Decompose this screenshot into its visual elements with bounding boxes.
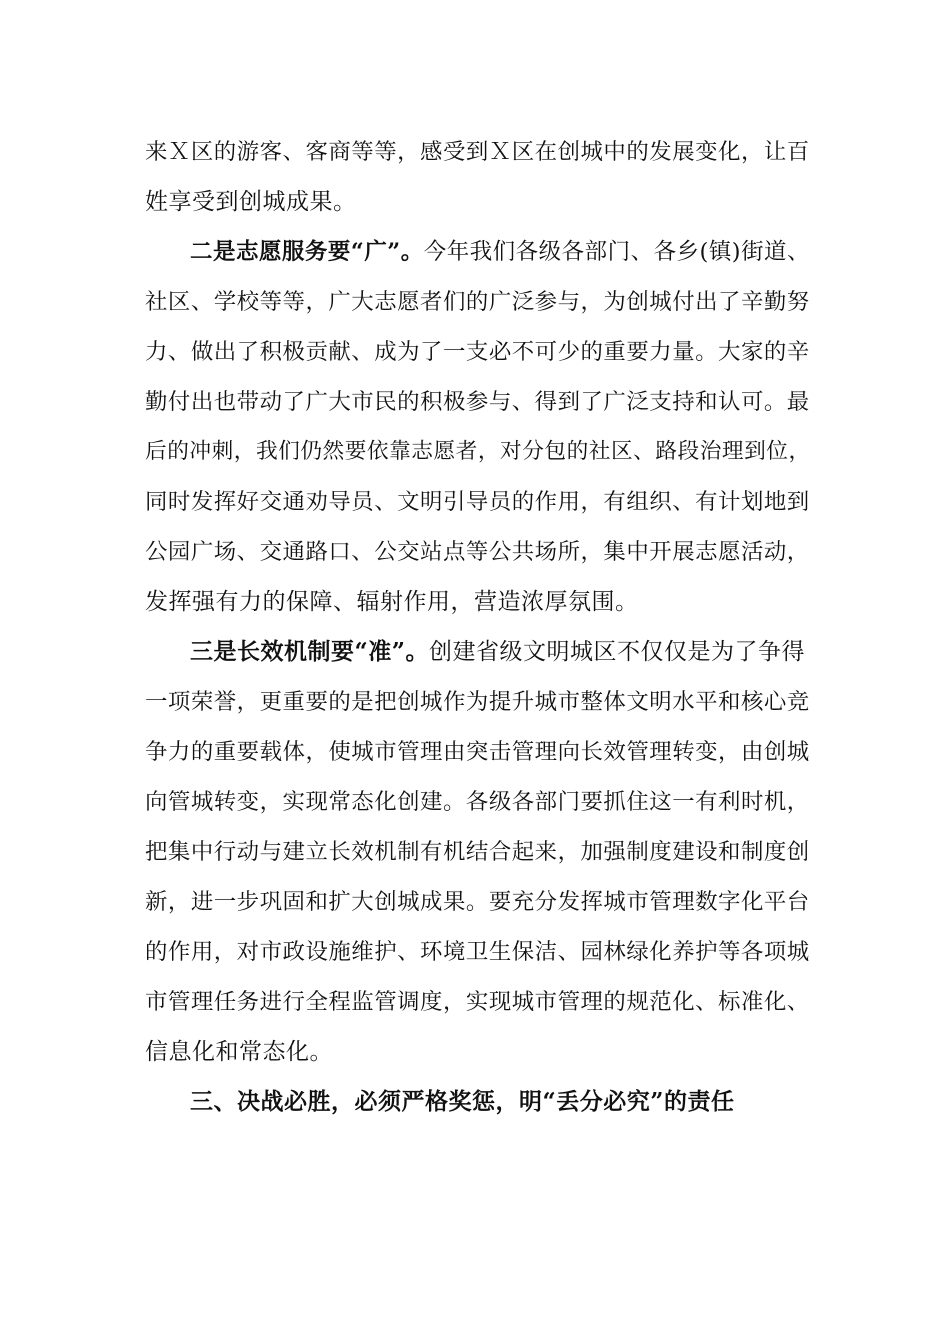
body-line: 同时发挥好交通劝导员、文明引导员的作用，有组织、有计划地到 [145,489,810,515]
paragraph-lead-bold: 三是长效机制要“准”。 [190,638,429,665]
body-line: 社区、学校等等，广大志愿者们的广泛参与，为创城付出了辛勤努 [145,289,810,315]
body-line: 勤付出也带动了广大市民的积极参与、得到了广泛支持和认可。最 [145,389,810,415]
body-line: 市管理任务进行全程监管调度，实现城市管理的规范化、标准化、 [145,989,810,1015]
body-line: 新，进一步巩固和扩大创城成果。要充分发挥城市管理数字化平台 [145,889,810,915]
paragraph-lead-text: 创建省级文明城区不仅仅是为了争得 [428,639,805,665]
body-line: 力、做出了积极贡献、成为了一支必不可少的重要力量。大家的辛 [145,339,810,365]
paragraph-lead-bold: 二是志愿服务要“广”。 [190,239,424,265]
paragraph-lead-text: 今年我们各级各部门、各乡(镇)街道、 [423,239,811,265]
paragraph-lead [190,237,810,267]
paragraph-lead [190,637,805,667]
body-line: 一项荣誉，更重要的是把创城作为提升城市整体文明水平和核心竞 [145,689,810,715]
body-line: 信息化和常态化。 [145,1039,333,1065]
body-line: 公园广场、交通路口、公交站点等公共场所，集中开展志愿活动， [145,539,810,565]
section-heading: 三、决战必胜，必须严格奖惩，明“丢分必究”的责任 [190,1088,735,1115]
body-line: 的作用，对市政设施维护、环境卫生保洁、园林绿化养护等各项城 [145,939,810,965]
body-line: 向管城转变，实现常态化创建。各级各部门要抓住这一有利时机， [145,789,810,815]
body-line: 后的冲刺，我们仍然要依靠志愿者，对分包的社区、路段治理到位， [145,439,811,464]
body-line: 发挥强有力的保障、辐射作用，营造浓厚氛围。 [145,589,639,615]
body-line: 姓享受到创城成果。 [145,189,357,215]
body-line: 争力的重要载体，使城市管理由突击管理向长效管理转变，由创城 [145,739,810,765]
body-line: 把集中行动与建立长效机制有机结合起来，加强制度建设和制度创 [145,839,810,865]
body-line: 来Ｘ区的游客、客商等等，感受到Ｘ区在创城中的发展变化，让百 [145,139,810,165]
